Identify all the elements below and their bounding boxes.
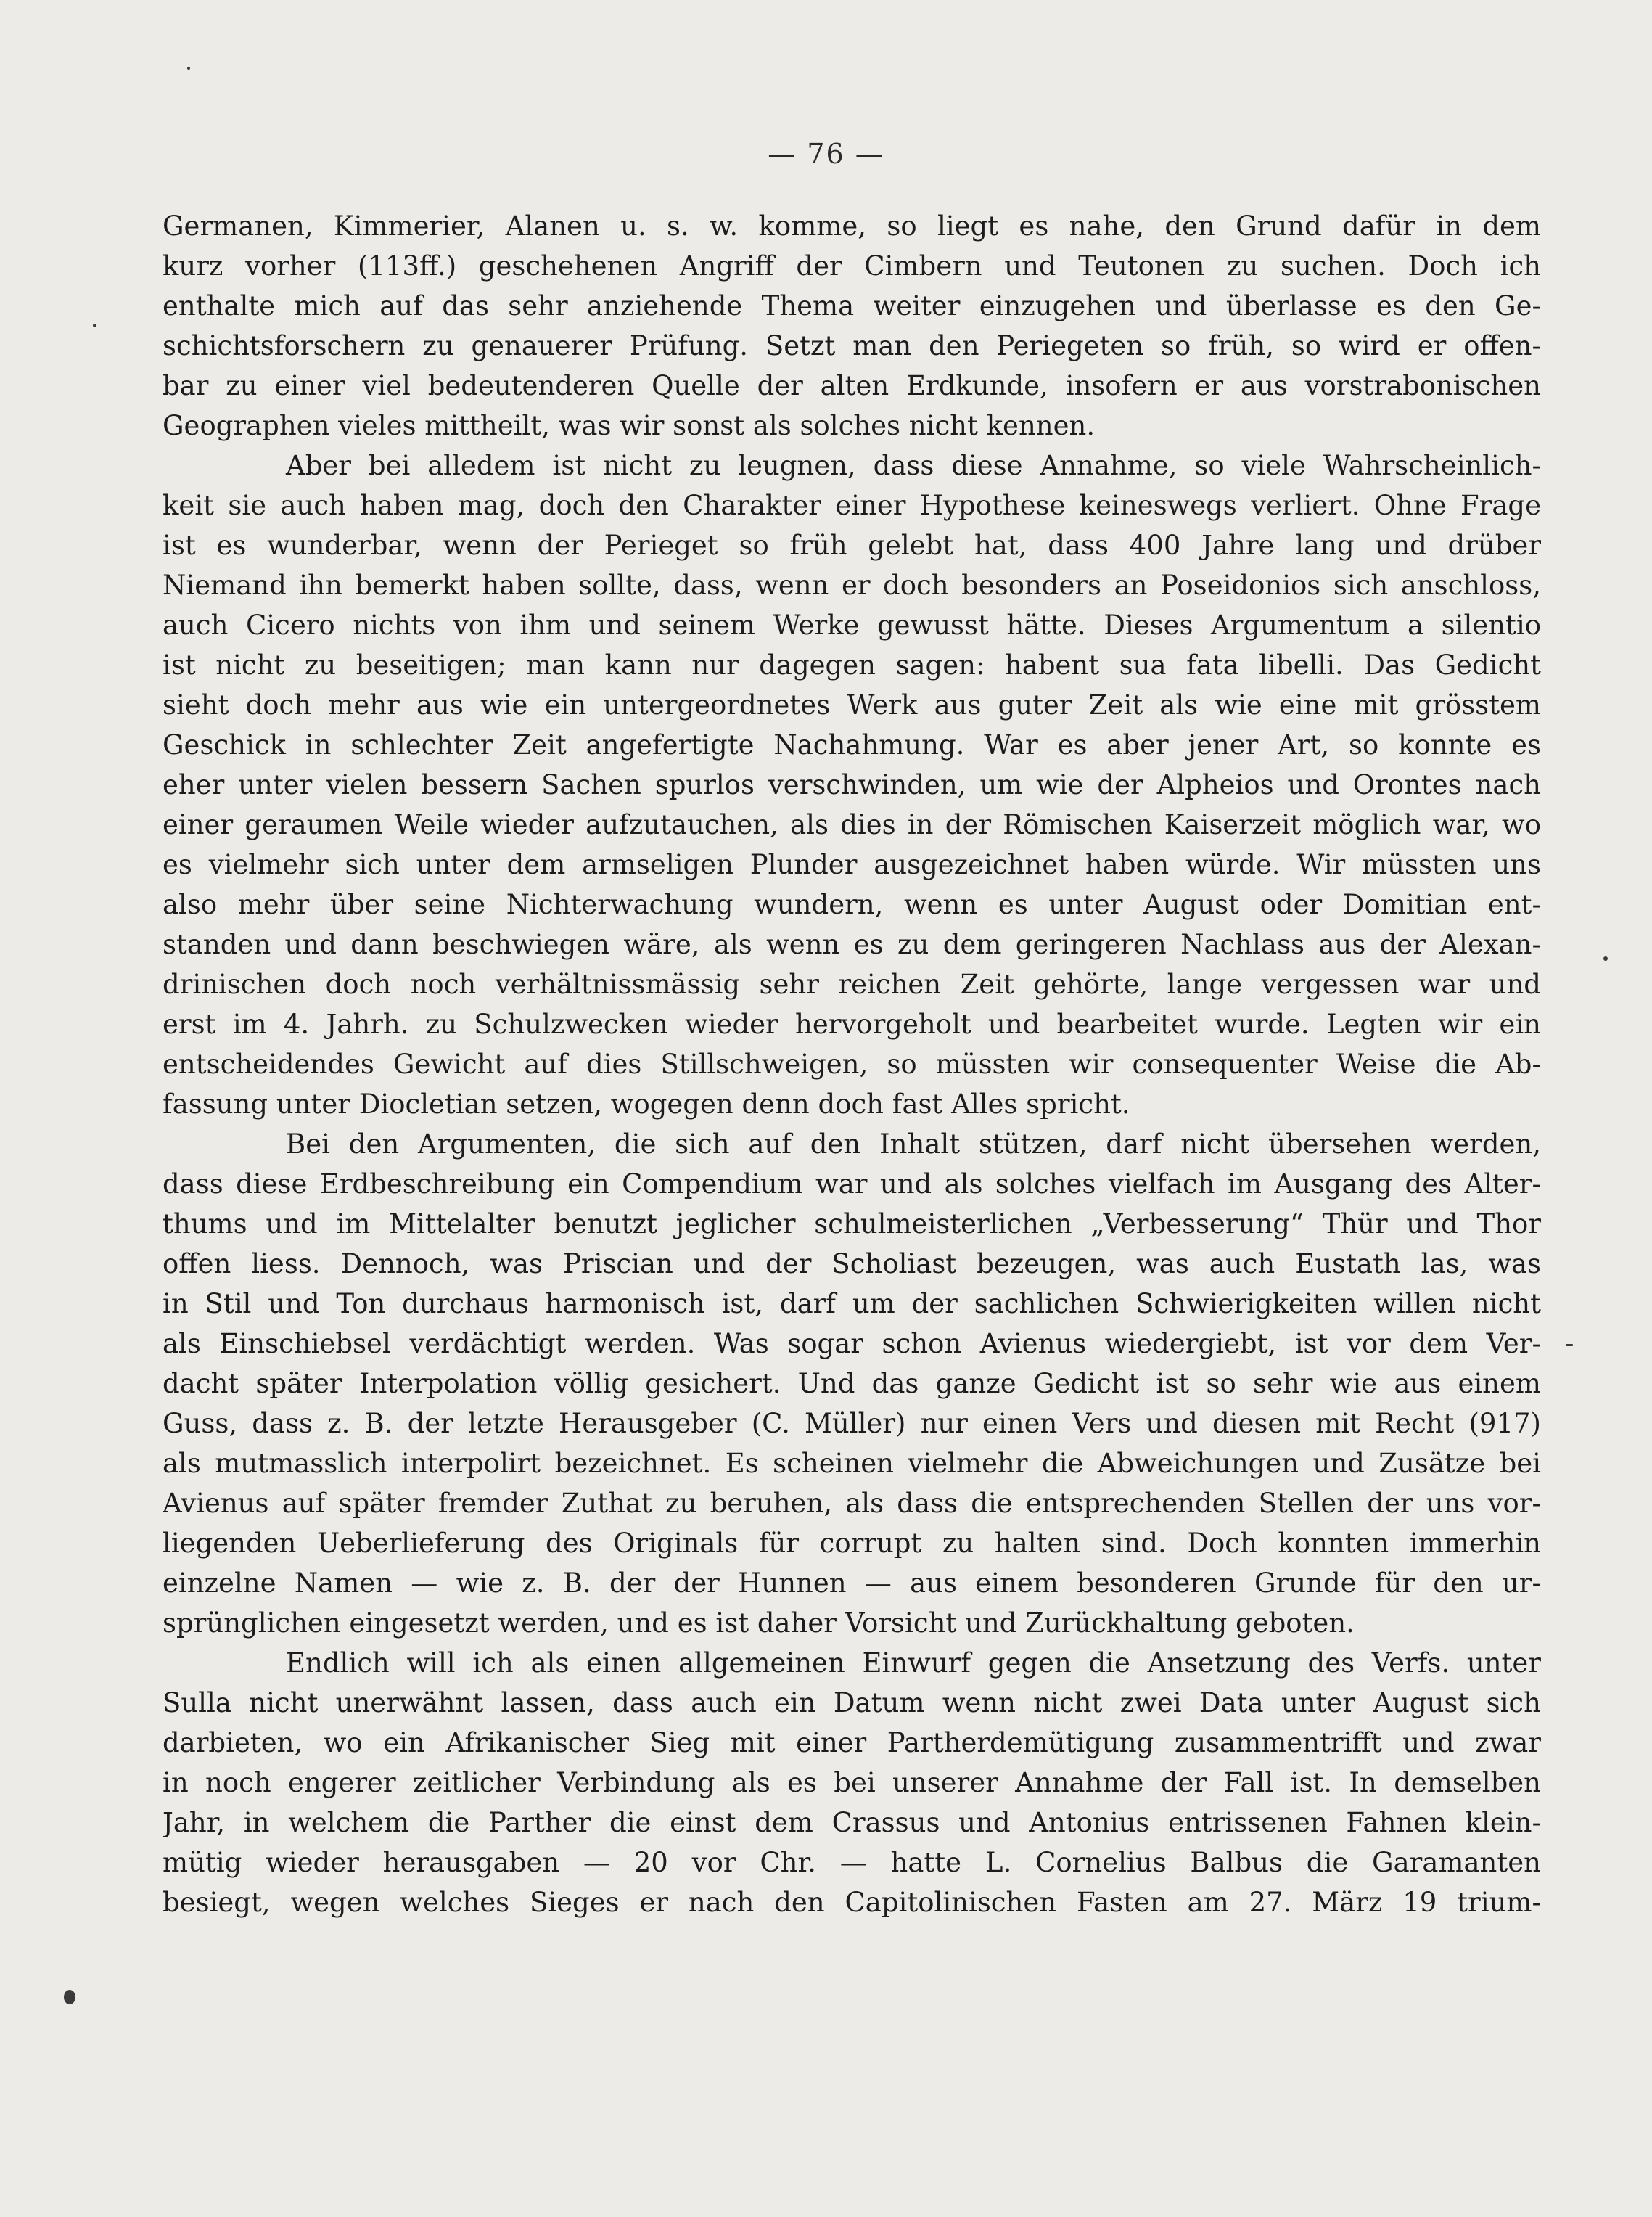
text-line: Niemand ihn bemerkt haben sollte, dass, wenn er doch besonders an Poseidonios sich anschloss, <box>163 570 1541 601</box>
text-line: Sulla nicht unerwähnt lassen, dass auch ein Datum wenn nicht zwei Data unter August sich <box>163 1687 1541 1718</box>
text-line: also mehr über seine Nichterwachung wundern, wenn es unter August oder Domitian ent- <box>163 889 1541 920</box>
text-line: eher unter vielen bessern Sachen spurlos verschwinden, um wie der Alpheios und Orontes nach <box>163 769 1541 800</box>
text-line: entscheidendes Gewicht auf dies Stillschweigen, so müssten wir consequenter Weise die Ab- <box>163 1049 1541 1080</box>
text-line: in Stil und Ton durchaus harmonisch ist, darf um der sachlichen Schwierigkeiten willen nicht <box>163 1288 1541 1319</box>
scan-speck <box>93 324 96 327</box>
paragraph-start-line: Bei den Argumenten, die sich auf den Inhalt stützen, darf nicht übersehen werden, <box>286 1128 1541 1160</box>
paragraph-start-line: Endlich will ich als einen allgemeinen Einwurf gegen die Ansetzung des Verfs. unter <box>286 1647 1541 1679</box>
scan-speck <box>187 67 190 70</box>
text-line: dass diese Erdbeschreibung ein Compendium war und als solches vielfach im Ausgang des Alter- <box>163 1168 1541 1200</box>
text-line: offen liess. Dennoch, was Priscian und der Scholiast bezeugen, was auch Eustath las, was <box>163 1248 1541 1279</box>
text-line: keit sie auch haben mag, doch den Charakter einer Hypothese keineswegs verliert. Ohne Frage <box>163 490 1541 521</box>
text-line: einzelne Namen — wie z. B. der der Hunnen — aus einem besonderen Grunde für den ur- <box>163 1568 1541 1599</box>
text-line: bar zu einer viel bedeutenderen Quelle der alten Erdkunde, insofern er aus vorstrabonischen <box>163 370 1541 401</box>
text-line: Geographen vieles mittheilt, was wir sonst als solches nicht kennen. <box>163 410 1096 441</box>
text-line: erst im 4. Jahrh. zu Schulzwecken wieder hervorgeholt und bearbeitet wurde. Legten wir ein <box>163 1009 1541 1040</box>
text-line: einer geraumen Weile wieder aufzutauchen, als dies in der Römischen Kaiserzeit möglich war, wo <box>163 809 1541 840</box>
text-line: thums und im Mittelalter benutzt jeglicher schulmeisterlichen „Verbesserung“ Thür und Thor <box>163 1208 1541 1239</box>
text-line: als Einschiebsel verdächtigt werden. Was sogar schon Avienus wiedergiebt, ist vor dem Ver- <box>163 1328 1541 1359</box>
text-line: standen und dann beschwiegen wäre, als wenn es zu dem geringeren Nachlass aus der Alexan- <box>163 929 1541 960</box>
scan-speck <box>64 1990 75 2004</box>
text-line: darbieten, wo ein Afrikanischer Sieg mit einer Partherdemütigung zusammentrifft und zwar <box>163 1727 1541 1758</box>
text-line: enthalte mich auf das sehr anziehende Thema weiter einzugehen und überlasse es den Ge- <box>163 290 1541 321</box>
text-line: ist es wunderbar, wenn der Perieget so früh gelebt hat, dass 400 Jahre lang und drüber <box>163 530 1541 561</box>
text-line: dacht später Interpolation völlig gesichert. Und das ganze Gedicht ist so sehr wie aus einem <box>163 1368 1541 1399</box>
body-text <box>163 206 1541 1922</box>
text-line: sieht doch mehr aus wie ein untergeordnetes Werk aus guter Zeit als wie eine mit grösstem <box>163 689 1541 721</box>
text-line: Guss, dass z. B. der letzte Herausgeber (C. Müller) nur einen Vers und diesen mit Recht (917) <box>163 1408 1541 1439</box>
text-line: Jahr, in welchem die Parther die einst dem Crassus und Antonius entrissenen Fahnen klein- <box>163 1807 1541 1838</box>
text-line: auch Cicero nichts von ihm und seinem Werke gewusst hätte. Dieses Argumentum a silentio <box>163 610 1541 641</box>
text-line: drinischen doch noch verhältnissmässig sehr reichen Zeit gehörte, lange vergessen war und <box>163 969 1541 1000</box>
page-number: — 76 — <box>768 138 884 170</box>
text-line: mütig wieder herausgaben — 20 vor Chr. — hatte L. Cornelius Balbus die Garamanten <box>163 1847 1541 1878</box>
paragraph-start-line: Aber bei alledem ist nicht zu leugnen, dass diese Annahme, so viele Wahrscheinlich- <box>286 450 1541 481</box>
scan-speck <box>1566 1344 1573 1346</box>
text-line: Germanen, Kimmerier, Alanen u. s. w. komme, so liegt es nahe, den Grund dafür in dem <box>163 210 1541 242</box>
text-line: Avienus auf später fremder Zuthat zu beruhen, als dass die entsprechenden Stellen der uns vor- <box>163 1488 1541 1519</box>
text-line: schichtsforschern zu genauerer Prüfung. Setzt man den Periegeten so früh, so wird er offen- <box>163 330 1541 361</box>
text-line: als mutmasslich interpolirt bezeichnet. Es scheinen vielmehr die Abweichungen und Zusätze bei <box>163 1448 1541 1479</box>
text-line: fassung unter Diocletian setzen, wogegen denn doch fast Alles spricht. <box>163 1089 1130 1120</box>
scan-speck <box>1603 956 1608 961</box>
text-line: liegenden Ueberlieferung des Originals für corrupt zu halten sind. Doch konnten immerhin <box>163 1528 1541 1559</box>
text-line: sprünglichen eingesetzt werden, und es ist daher Vorsicht und Zurückhaltung geboten. <box>163 1607 1355 1639</box>
text-line: besiegt, wegen welches Sieges er nach den Capitolinischen Fasten am 27. März 19 trium- <box>163 1887 1541 1918</box>
text-line: Geschick in schlechter Zeit angefertigte Nachahmung. War es aber jener Art, so konnte es <box>163 729 1541 761</box>
text-line: es vielmehr sich unter dem armseligen Plunder ausgezeichnet haben würde. Wir müssten uns <box>163 849 1541 880</box>
text-line: kurz vorher (113ff.) geschehenen Angriff der Cimbern und Teutonen zu suchen. Doch ich <box>163 250 1541 282</box>
text-line: in noch engerer zeitlicher Verbindung als es bei unserer Annahme der Fall ist. In demselben <box>163 1767 1541 1798</box>
text-line: ist nicht zu beseitigen; man kann nur dagegen sagen: habent sua fata libelli. Das Gedicht <box>163 649 1541 681</box>
